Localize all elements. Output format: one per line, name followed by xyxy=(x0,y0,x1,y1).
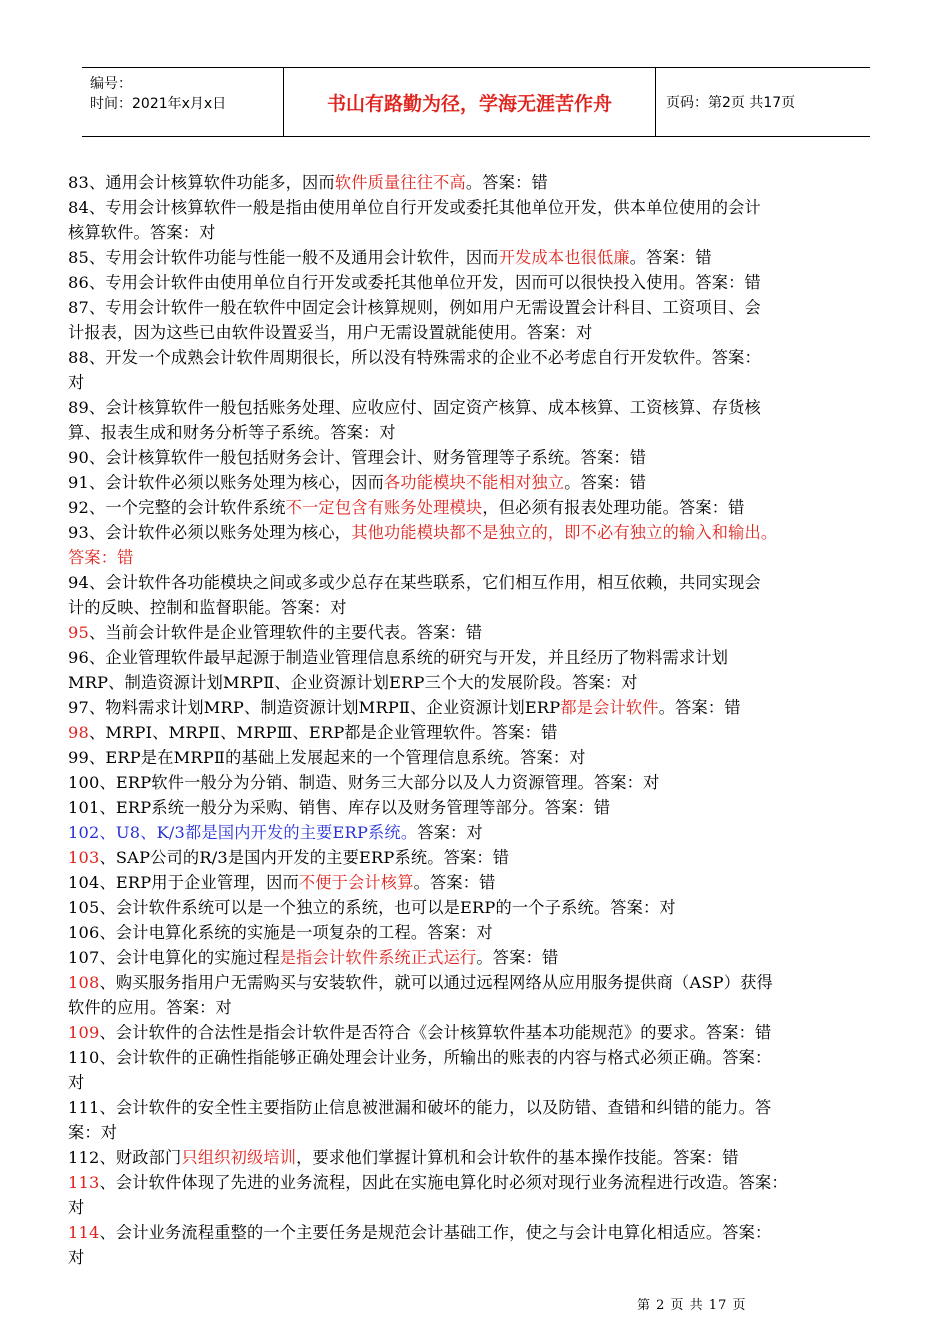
text-line xyxy=(68,870,888,895)
line-text: 软件的应用。答案：对 xyxy=(68,998,232,1017)
text-line xyxy=(68,320,888,345)
line-text: 对 xyxy=(68,1073,85,1092)
text-line xyxy=(68,545,888,570)
text-line xyxy=(68,595,888,620)
highlighted-text: 114 xyxy=(68,1223,100,1242)
line-text: 答案：对 xyxy=(417,823,483,842)
line-text: 90、会计核算软件一般包括财务会计、管理会计、财务管理等子系统。答案：错 xyxy=(68,448,647,467)
page-header xyxy=(82,67,870,137)
line-text: 、MRPⅠ、MRPⅡ、MRPⅢ、ERP都是企业管理软件。答案：错 xyxy=(89,723,558,742)
line-text: 对 xyxy=(68,373,85,392)
text-line xyxy=(68,495,888,520)
line-text: ，但必须有报表处理功能。答案：错 xyxy=(482,498,745,517)
line-text: 84、专用会计核算软件一般是指由使用单位自行开发或委托其他单位开发，供本单位使用的会计 xyxy=(68,198,761,217)
text-line xyxy=(68,395,888,420)
text-line xyxy=(68,995,888,1020)
line-text: 87、专用会计软件一般在软件中固定会计核算规则，例如用户无需设置会计科目、工资项目、会 xyxy=(68,298,761,317)
header-motto xyxy=(284,68,656,136)
text-line xyxy=(68,445,888,470)
highlighted-text: 98 xyxy=(68,723,89,742)
highlighted-text: 95 xyxy=(68,623,89,642)
text-line xyxy=(68,270,888,295)
highlighted-text: 软件质量往往不高 xyxy=(334,173,466,192)
text-line xyxy=(68,295,888,320)
line-text: 、会计业务流程重整的一个主要任务是规范会计基础工作，使之与会计电算化相适应。答案： xyxy=(99,1223,772,1242)
text-line xyxy=(68,1120,888,1145)
footer-page-number: 第 2 页 共 17 页 xyxy=(637,1298,747,1313)
line-text: 。答案：错 xyxy=(413,873,496,892)
line-text: 计报表，因为这些已由软件设置妥当，用户无需设置就能使用。答案：对 xyxy=(68,323,593,342)
line-text: 89、会计核算软件一般包括账务处理、应收应付、固定资产核算、成本核算、工资核算、存货核 xyxy=(68,398,761,417)
line-text: 算、报表生成和财务分析等子系统。答案：对 xyxy=(68,423,396,442)
line-text: 110、会计软件的正确性指能够正确处理会计业务，所输出的账表的内容与格式必须正确。答案： xyxy=(68,1048,772,1067)
text-line xyxy=(68,1020,888,1045)
line-text: 85、专用会计软件功能与性能一般不及通用会计软件，因而 xyxy=(68,248,499,267)
line-text: 对 xyxy=(68,1248,85,1267)
text-line xyxy=(68,970,888,995)
line-text: 计的反映、控制和监督职能。答案：对 xyxy=(68,598,347,617)
text-line xyxy=(68,820,888,845)
text-line xyxy=(68,845,888,870)
text-line xyxy=(68,770,888,795)
line-text: 、购买服务指用户无需购买与安装软件，就可以通过远程网络从应用服务提供商（ASP）获得 xyxy=(99,973,773,992)
line-text: 。答案：错 xyxy=(629,248,712,267)
highlighted-text: 113 xyxy=(68,1173,100,1192)
line-text: 101、ERP系统一般分为采购、销售、库存以及财务管理等部分。答案：错 xyxy=(68,798,611,817)
text-line xyxy=(68,1220,888,1245)
line-text: 、会计软件体现了先进的业务流程，因此在实施电算化时必须对现行业务流程进行改造。答案： xyxy=(99,1173,788,1192)
text-line xyxy=(68,895,888,920)
highlighted-text: 各功能模块不能相对独立 xyxy=(383,473,565,492)
text-line xyxy=(68,745,888,770)
line-text: 、SAP公司的R/3是国内开发的主要ERP系统。答案：错 xyxy=(99,848,510,867)
highlighted-text: 开发成本也很低廉 xyxy=(498,248,630,267)
line-text: 111、会计软件的安全性主要指防止信息被泄漏和破坏的能力，以及防错、查错和纠错的能力。答 xyxy=(68,1098,772,1117)
line-text: 97、物料需求计划MRP、制造资源计划MRPⅡ、企业资源计划ERP xyxy=(68,698,561,717)
highlighted-text: 不一定包含有账务处理模块 xyxy=(285,498,483,517)
line-text: 104、ERP用于企业管理，因而 xyxy=(68,873,299,892)
text-line xyxy=(68,520,888,545)
text-line xyxy=(68,245,888,270)
line-text: 100、ERP软件一般分为分销、制造、财务三大部分以及人力资源管理。答案：对 xyxy=(68,773,660,792)
highlighted-text: 其他功能模块都不是独立的，即不必有独立的输入和输出。 xyxy=(351,523,778,542)
text-line xyxy=(68,670,888,695)
text-line xyxy=(68,695,888,720)
line-text: 86、专用会计软件由使用单位自行开发或委托其他单位开发，因而可以很快投入使用。答案：错 xyxy=(68,273,761,292)
text-line xyxy=(68,570,888,595)
text-line xyxy=(68,945,888,970)
text-line xyxy=(68,645,888,670)
line-text: 。答案：错 xyxy=(476,948,559,967)
text-line xyxy=(68,1145,888,1170)
text-line xyxy=(68,220,888,245)
text-line xyxy=(68,1095,888,1120)
highlighted-text: 108 xyxy=(68,973,100,992)
line-text: 83、通用会计核算软件功能多，因而 xyxy=(68,173,335,192)
text-line xyxy=(68,370,888,395)
line-text: 92、一个完整的会计软件系统 xyxy=(68,498,286,517)
text-line xyxy=(68,170,888,195)
line-text: 、会计软件的合法性是指会计软件是否符合《会计核算软件基本功能规范》的要求。答案：错 xyxy=(99,1023,772,1042)
line-text: 。答案：错 xyxy=(564,473,647,492)
text-line xyxy=(68,795,888,820)
highlighted-text: 都是会计软件 xyxy=(560,698,659,717)
document-time-label: 时间：2021年x月x日 xyxy=(90,96,227,112)
line-text: 。答案：错 xyxy=(658,698,741,717)
line-text: 88、开发一个成熟会计软件周期很长，所以没有特殊需求的企业不必考虑自行开发软件。答案： xyxy=(68,348,761,367)
highlighted-text: 只组织初级培训 xyxy=(181,1148,297,1167)
line-text: 91、会计软件必须以账务处理为核心，因而 xyxy=(68,473,384,492)
line-text: 99、ERP是在MRPⅡ的基础上发展起来的一个管理信息系统。答案：对 xyxy=(68,748,586,767)
text-line xyxy=(68,920,888,945)
line-text: 107、会计电算化的实施过程 xyxy=(68,948,280,967)
highlighted-text: 不便于会计核算 xyxy=(298,873,414,892)
document-number-label: 编号： xyxy=(90,76,132,92)
line-text: MRP、制造资源计划MRPⅡ、企业资源计划ERP三个大的发展阶段。答案：对 xyxy=(68,673,638,692)
highlighted-text: 是指会计软件系统正式运行 xyxy=(279,948,477,967)
motto-text: 书山有路勤为径，学海无涯苦作舟 xyxy=(326,92,612,115)
line-text: 、当前会计软件是企业管理软件的主要代表。答案：错 xyxy=(89,623,483,642)
line-text: 93、会计软件必须以账务处理为核心， xyxy=(68,523,352,542)
line-text: ，要求他们掌握计算机和会计软件的基本操作技能。答案：错 xyxy=(296,1148,739,1167)
text-line xyxy=(68,1170,888,1195)
highlighted-text: 103 xyxy=(68,848,100,867)
text-line xyxy=(68,470,888,495)
line-text: 核算软件。答案：对 xyxy=(68,223,216,242)
question-list xyxy=(68,170,888,1270)
text-line xyxy=(68,1245,888,1270)
line-text: 105、会计软件系统可以是一个独立的系统，也可以是ERP的一个子系统。答案：对 xyxy=(68,898,676,917)
highlighted-text: 答案：错 xyxy=(68,548,134,567)
text-line xyxy=(68,620,888,645)
line-text: 。答案：错 xyxy=(465,173,548,192)
text-line xyxy=(68,420,888,445)
text-line xyxy=(68,1195,888,1220)
line-text: 112、财政部门 xyxy=(68,1148,182,1167)
line-text: 106、会计电算化系统的实施是一项复杂的工程。答案：对 xyxy=(68,923,493,942)
header-page-info xyxy=(656,68,870,136)
text-line xyxy=(68,195,888,220)
text-line xyxy=(68,720,888,745)
text-line xyxy=(68,1045,888,1070)
line-text: 案：对 xyxy=(68,1123,118,1142)
highlighted-text: 109 xyxy=(68,1023,100,1042)
page-number-label: 页码：第2页 共17页 xyxy=(666,95,796,111)
highlighted-text: 102、U8、K/3都是国内开发的主要ERP系统。 xyxy=(68,823,418,842)
text-line xyxy=(68,345,888,370)
line-text: 94、会计软件各功能模块之间或多或少总存在某些联系，它们相互作用，相互依赖，共同实现会 xyxy=(68,573,761,592)
header-meta xyxy=(82,68,284,136)
page-footer xyxy=(637,1294,746,1313)
line-text: 96、企业管理软件最早起源于制造业管理信息系统的研究与开发，并且经历了物料需求计划 xyxy=(68,648,729,667)
text-line xyxy=(68,1070,888,1095)
line-text: 对 xyxy=(68,1198,85,1217)
